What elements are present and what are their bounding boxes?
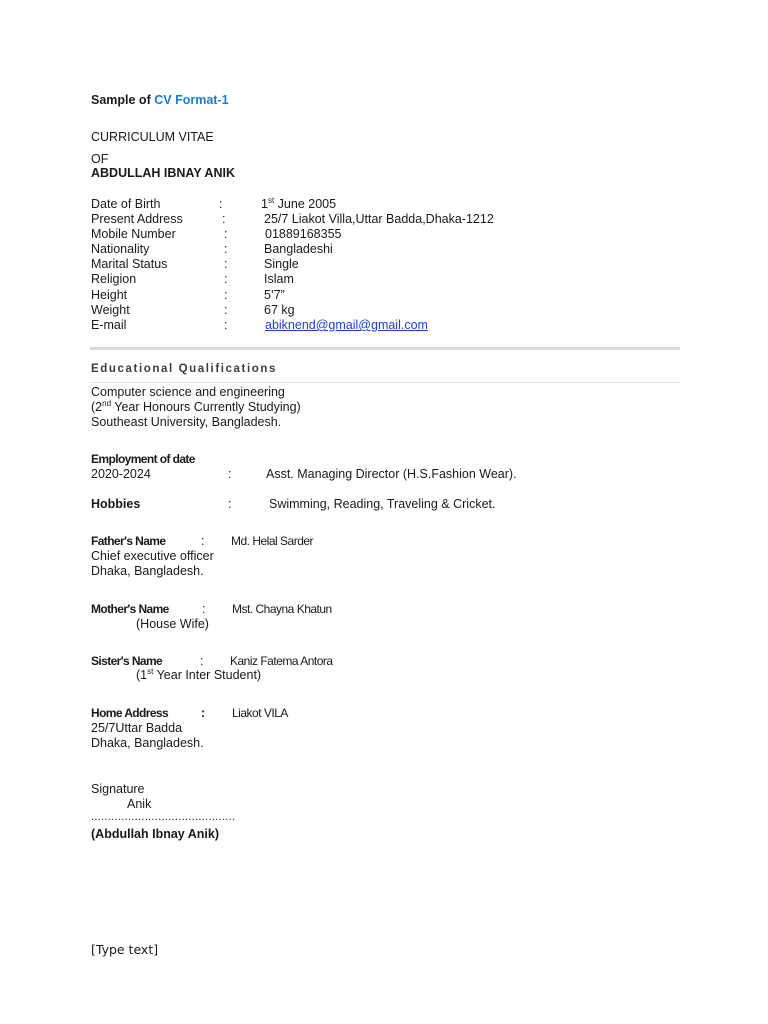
signature-label: Signature xyxy=(91,782,145,796)
religion-sep: : xyxy=(224,272,228,286)
address-sep: : xyxy=(222,212,226,226)
mother-sep: : xyxy=(202,602,206,616)
hobbies-label: Hobbies xyxy=(91,497,141,511)
height-label: Height xyxy=(91,288,128,302)
mobile-value: 01889168355 xyxy=(265,227,342,241)
employment-sep: : xyxy=(228,467,232,481)
candidate-name: ABDULLAH IBNAY ANIK xyxy=(91,166,235,180)
weight-value: 67 kg xyxy=(264,303,295,317)
sister-sep: : xyxy=(200,654,204,668)
dob-value: 1st June 2005 xyxy=(261,196,337,211)
footer-placeholder: [Type text] xyxy=(91,942,159,957)
sample-prefix: Sample of xyxy=(91,93,151,107)
address-label: Present Address xyxy=(91,212,183,226)
nationality-value: Bangladeshi xyxy=(264,242,333,256)
dob-label: Date of Birth xyxy=(91,197,161,211)
mobile-sep: : xyxy=(224,227,228,241)
religion-label: Religion xyxy=(91,272,137,286)
religion-value: Islam xyxy=(264,272,294,286)
sample-heading xyxy=(91,94,229,107)
father-label: Father's Name xyxy=(91,534,166,548)
signature-name: (Abdullah Ibnay Anik) xyxy=(91,827,220,841)
father-occupation: Chief executive officer xyxy=(91,549,214,563)
doc-title: CURRICULUM VITAE xyxy=(91,130,214,144)
signature-text: Anik xyxy=(127,797,152,811)
sister-education: (1st Year Inter Student) xyxy=(136,667,262,682)
mother-label: Mother's Name xyxy=(91,602,169,616)
father-name: Md. Helal Sarder xyxy=(231,534,314,548)
home-label: Home Address xyxy=(91,706,169,720)
height-value: 5’7” xyxy=(264,288,285,302)
father-sep: : xyxy=(201,534,205,548)
of-label: OF xyxy=(91,152,109,166)
email-sep: : xyxy=(224,318,228,332)
email-link[interactable]: abiknend@gmail@gmail.com xyxy=(265,318,428,332)
home-city: Dhaka, Bangladesh. xyxy=(91,736,204,750)
hobbies-sep: : xyxy=(228,497,232,511)
mother-occupation: (House Wife) xyxy=(136,617,209,631)
employment-heading: Employment of date xyxy=(91,452,195,466)
marital-value: Single xyxy=(264,257,299,271)
nationality-label: Nationality xyxy=(91,242,150,256)
education-year: (2nd Year Honours Currently Studying) xyxy=(91,399,301,414)
sister-name: Kaniz Fatema Antora xyxy=(230,654,333,668)
education-university: Southeast University, Bangladesh. xyxy=(91,415,282,429)
section-divider xyxy=(90,347,680,350)
employment-period: 2020-2024 xyxy=(91,467,151,481)
marital-sep: : xyxy=(224,257,228,271)
hobbies-value: Swimming, Reading, Traveling & Cricket. xyxy=(269,497,496,511)
cv-format-link[interactable]: CV Format-1 xyxy=(154,93,229,107)
mother-name: Mst. Chayna Khatun xyxy=(232,602,332,616)
address-value: 25/7 Liakot Villa,Uttar Badda,Dhaka-1212 xyxy=(264,212,494,226)
home-sep: : xyxy=(201,706,206,720)
sister-label: Sister's Name xyxy=(91,654,163,668)
father-location: Dhaka, Bangladesh. xyxy=(91,564,204,578)
email-label: E-mail xyxy=(91,318,127,332)
education-heading: Educational Qualifications xyxy=(91,363,278,375)
marital-label: Marital Status xyxy=(91,257,168,271)
nationality-sep: : xyxy=(224,242,228,256)
employment-role: Asst. Managing Director (H.S.Fashion Wear). xyxy=(266,467,517,481)
weight-label: Weight xyxy=(91,303,130,317)
dob-sep: : xyxy=(219,197,223,211)
heading-underline xyxy=(90,382,680,383)
weight-sep: : xyxy=(224,303,228,317)
home-street: 25/7Uttar Badda xyxy=(91,721,183,735)
mobile-label: Mobile Number xyxy=(91,227,176,241)
signature-line: ........................................... xyxy=(91,811,236,823)
height-sep: : xyxy=(224,288,228,302)
home-value: Liakot VILA xyxy=(232,706,288,720)
education-degree: Computer science and engineering xyxy=(91,385,285,399)
